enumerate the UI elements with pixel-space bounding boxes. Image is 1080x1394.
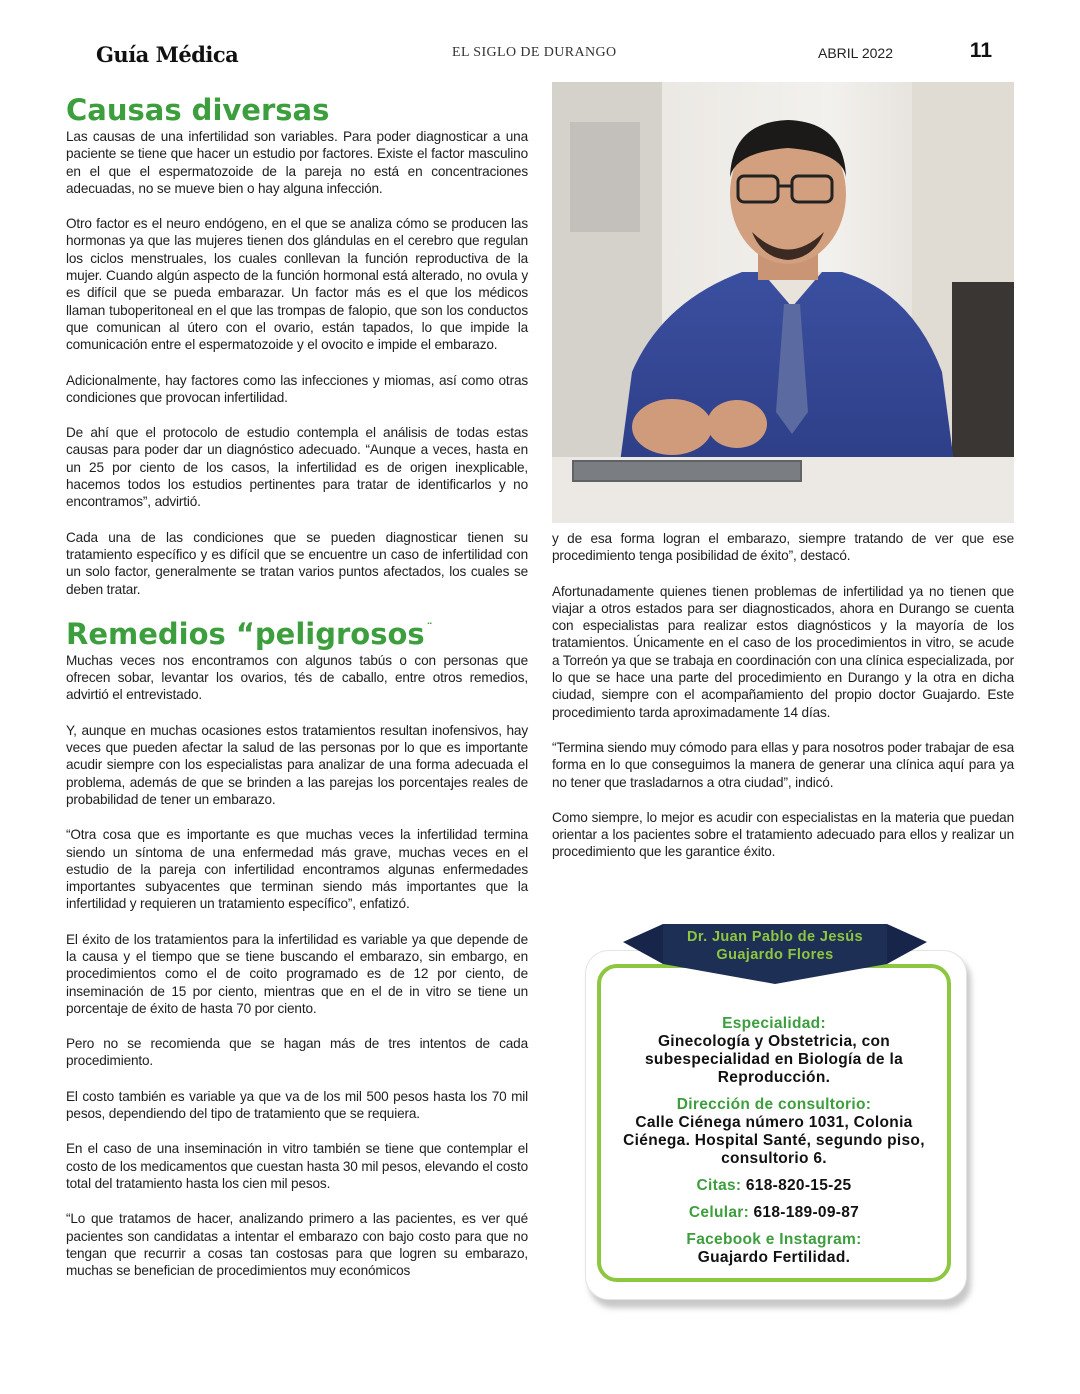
address-value: Calle Ciénega número 1031, Colonia Ciénega. Hospital Santé, segundo piso, consultorio 6. (623, 1114, 925, 1167)
article-right-column (552, 530, 1014, 879)
name-ribbon (623, 924, 927, 990)
paragraph: Afortunadamente quienes tienen problemas de infertilidad ya no tienen que viajar a otros estados para ser diagnosticados, ahora en Durango se cuenta con especialistas para realizar estos diagnósticos y la mayoría de los tratamientos. Únicamente en el caso de los procedimientos in vitro, se acude a Torreón ya que se trabaja en coordinación con una clínica especializada, por lo que se hace una parte del procedimiento en Durango y la otra en dicha ciudad, siempre con el acompañamiento del propio doctor Guajardo. Este procedimiento tarda aproximadamente 14 días. (552, 583, 1014, 720)
specialty-value: Ginecología y Obstetricia, con subespecialidad en Biología de la Reproducción. (645, 1033, 903, 1086)
newspaper-name: EL SIGLO DE DURANGO (452, 45, 617, 60)
section-heading-remedios-text: Remedios “peligrosos (66, 616, 425, 651)
doctor-contact-card (585, 929, 971, 1310)
appointments-label: Citas: (696, 1177, 742, 1194)
paragraphs-group-right (552, 530, 1014, 861)
heading-quote-mark: ¨ (426, 620, 433, 635)
page-header (96, 38, 992, 72)
doctor-name (680, 928, 870, 964)
paragraph: “Termina siendo muy cómodo para ellas y para nosotros poder trabajar de esa forma en lo que conseguimos la manera de generar una clínica aquí para ya no tener que trasladarnos a otra ciudad”, indicó. (552, 739, 1014, 790)
paragraph: Pero no se recomienda que se hagan más de tres intentos de cada procedimiento. (66, 1036, 528, 1069)
paragraph: y de esa forma logran el embarazo, siempre tratando de ver que ese procedimiento tenga posibilidad de éxito”, destacó. (552, 531, 1014, 564)
section-brand: Guía Médica (96, 42, 239, 67)
paragraph: Como siempre, lo mejor es acudir con especialistas en la materia que puedan orientar a los pacientes sobre el tratamiento adecuado para ellos y realizar un procedimiento que les garantice éxito. (552, 809, 1014, 860)
paragraph: El costo también es variable ya que va de los mil 500 pesos hasta los 70 mil pesos, dependiendo del tipo de tratamiento que se requiera. (66, 1088, 528, 1122)
mobile-row (607, 1203, 941, 1222)
card-green-border (597, 964, 951, 1282)
paragraph: Adicionalmente, hay factores como las infecciones y miomas, así como otras condiciones que provocan infertilidad. (66, 372, 528, 405)
section-heading-causas: Causas diversas (66, 93, 330, 127)
appointments-row (607, 1176, 941, 1195)
section-heading-remedios (66, 616, 528, 652)
card-details (607, 1014, 941, 1267)
paragraph: “Otra cosa que es importante es que muchas veces la infertilidad termina siendo un síntoma de una enfermedad más grave, muchas veces en el estudio de la pareja con infertilidad encontramos algunas enfermedades importantes subyacentes que terminan siendo más importantes que la infertilidad y requieren un tratamiento específico”, enfatizó. (66, 827, 528, 912)
doctor-name-line2: Guajardo Flores (716, 947, 834, 963)
appointments-phone[interactable]: 618-820-15-25 (745, 1177, 852, 1194)
paragraph: En el caso de una inseminación in vitro también se tiene que contemplar el costo de los medicamentos que cuestan hasta 30 mil pesos, elevando el costo total del tratamiento hasta los cien mil pesos. (66, 1141, 528, 1191)
paragraphs-group-a (66, 128, 528, 598)
paragraph: Muchas veces nos encontramos con algunos tabús o con personas que ofrecen sobar, levantar los ovarios, tés de caballo, entre otros remedios, advirtió el entrevistado. (66, 652, 528, 703)
doctor-photo (552, 82, 1014, 523)
paragraph: El éxito de los tratamientos para la infertilidad es variable ya que depende de la causa y el tiempo que se tiene buscando el embarazo, sin embargo, en procedimientos como el de coito programado es de 12 por ciento, de inseminación de 15 por ciento, mientras que en el de in vitro se tiene un porcentaje de éxito de hasta 70 por ciento. (66, 931, 528, 1016)
social-label: Facebook e Instagram: (686, 1231, 862, 1248)
page-number: 11 (969, 39, 992, 62)
social-value: Guajardo Fertilidad. (697, 1249, 851, 1266)
doctor-name-line1: Dr. Juan Pablo de Jesús (686, 929, 863, 945)
mobile-label: Celular: (688, 1204, 750, 1221)
address-label: Dirección de consultorio: (676, 1096, 872, 1113)
paragraph: Cada una de las condiciones que se pueden diagnosticar tienen su tratamiento específico y es difícil que se encuentre un caso de infertilidad con un solo factor, generalmente se tratan varios puntos afectados, los cuales se deben tratar. (66, 529, 528, 597)
specialty-label: Especialidad: (722, 1015, 826, 1032)
paragraphs-group-b (66, 652, 528, 1280)
paragraph: Otro factor es el neuro endógeno, en el que se analiza cómo se producen las hormonas ya que las mujeres tienen dos glándulas en el cerebro que regulan los ciclos menstruales, los cuales conllevan la función reproductiva de la mujer. Cuando algún aspecto de la función hormonal está alterado, no ovula y es difícil que se pueda embarazar. Un factor más es el que los médicos llaman tuboperitoneal en el que las trompas de falopio, que son los conductos que comunican al útero con el ovario, están tapados, lo que impide la comunicación entre el espermatozoide y el ovocito e impide el embarazo. (66, 216, 528, 353)
issue-date: ABRIL 2022 (818, 45, 893, 61)
article-left-column (66, 92, 528, 1297)
paragraph: “Lo que tratamos de hacer, analizando primero a las pacientes, es ver qué pacientes son candidatas a intentar el embarazo con bajo costo para que no tengan que recurrir a cosas tan costosas para que logren su embarazo, muchas se benefician de procedimientos muy económicos (66, 1211, 528, 1279)
paragraph: Y, aunque en muchas ocasiones estos tratamientos resultan inofensivos, hay veces que pueden afectar la salud de las personas por lo que es importante acudir siempre con los especialistas para analizar de una forma adecuada el problema, además de que se brinden a las parejas los porcentajes reales de probabilidad de tener un embarazo. (66, 722, 528, 807)
mobile-phone[interactable]: 618-189-09-87 (753, 1204, 860, 1221)
paragraph: De ahí que el protocolo de estudio contempla el análisis de todas estas causas para poder dar un diagnóstico adecuado. “Aunque a veces, hasta en un 25 por ciento de los casos, la infertilidad es de origen inexplicable, hacemos todos los estudios pertinentes para tratar de identificarlos y no encontramos”, advirtió. (66, 425, 528, 510)
paragraph: Las causas de una infertilidad son variables. Para poder diagnosticar a una paciente se tiene que hacer un estudio por factores. Existe el factor masculino en el que el espermatozoide de la pareja no está en concentraciones adecuadas, no se mueve bien o hay alguna infección. (66, 129, 528, 196)
